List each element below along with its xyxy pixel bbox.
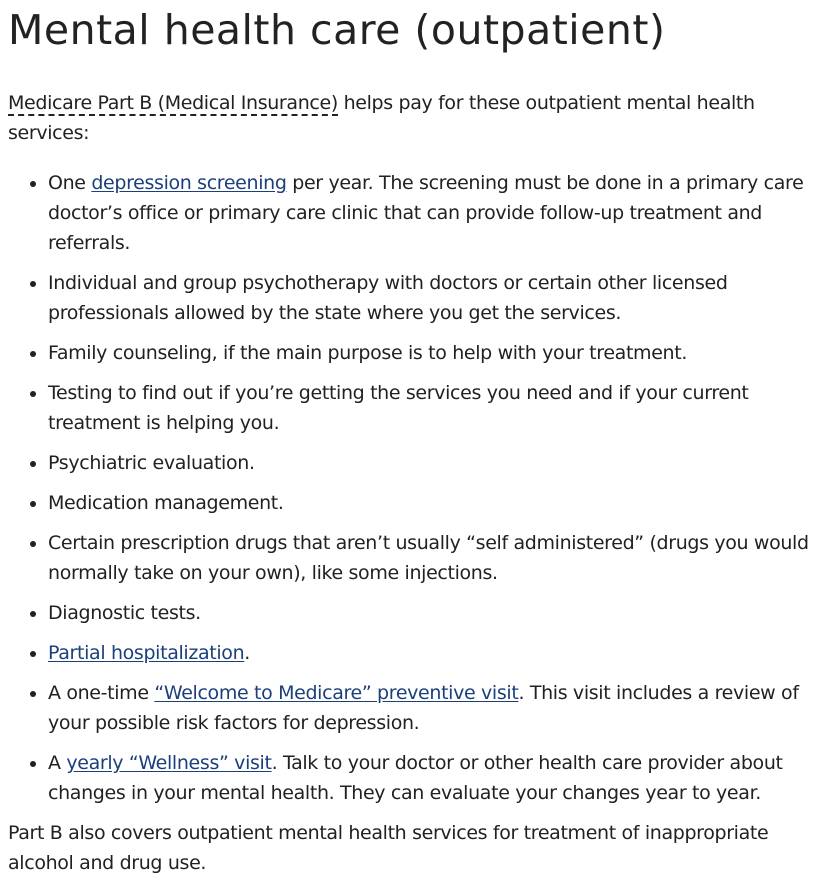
outro-paragraph: Part B also covers outpatient mental health services for treatment of inappropriate alcohol and drug use. xyxy=(8,822,769,874)
list-item-family-counseling xyxy=(48,338,810,368)
list-item-text: Family counseling, if the main purpose is to help with your treatment. xyxy=(48,342,688,364)
list-item-text: Psychiatric evaluation. xyxy=(48,452,255,474)
list-item-text: One xyxy=(48,172,92,194)
list-item-psychiatric-evaluation xyxy=(48,448,810,478)
list-item-medication-management xyxy=(48,488,810,518)
intro-text: helps pay for these outpatient mental health services: xyxy=(8,92,755,144)
depression-screening-link[interactable]: depression screening xyxy=(91,172,287,194)
list-item-text: Certain prescription drugs that aren’t usually “self administered” (drugs you would normally take on your own), like some injections. xyxy=(48,532,809,584)
intro-paragraph xyxy=(8,88,810,148)
welcome-to-medicare-visit-link[interactable]: “Welcome to Medicare” preventive visit xyxy=(154,682,519,704)
services-list xyxy=(8,168,810,808)
list-item-text: Testing to find out if you’re getting the services you need and if your current treatment is helping you. xyxy=(48,382,749,434)
list-item-text: Medication management. xyxy=(48,492,284,514)
list-item-text: . Talk to your doctor or other health care provider about changes in your mental health. They can evaluate your changes year to year. xyxy=(48,752,783,804)
list-item-text: . xyxy=(244,642,250,664)
list-item-text: A one-time xyxy=(48,682,155,704)
list-item-depression-screening xyxy=(48,168,810,258)
page-title: Mental health care (outpatient) xyxy=(8,6,666,54)
list-item-text: Diagnostic tests. xyxy=(48,602,201,624)
list-item-testing xyxy=(48,378,810,438)
medicare-part-b-glossary-link[interactable]: Medicare Part B (Medical Insurance) xyxy=(8,92,338,114)
list-item-prescription-drugs xyxy=(48,528,810,588)
list-item-text: . This visit includes a review of your possible risk factors for depression. xyxy=(48,682,799,734)
list-item-partial-hospitalization xyxy=(48,638,810,668)
list-item-diagnostic-tests xyxy=(48,598,810,628)
list-item-wellness-visit xyxy=(48,748,810,808)
partial-hospitalization-link[interactable]: Partial hospitalization xyxy=(48,642,245,664)
list-item-psychotherapy xyxy=(48,268,810,328)
list-item-text: Individual and group psychotherapy with doctors or certain other licensed professionals allowed by the state where you get the services. xyxy=(48,272,728,324)
list-item-welcome-visit xyxy=(48,678,810,738)
list-item-text: A xyxy=(48,752,67,774)
list-item-text: per year. The screening must be done in a primary care doctor’s office or primary care clinic that can provide follow-up treatment and referrals. xyxy=(48,172,804,254)
yearly-wellness-visit-link[interactable]: yearly “Wellness” visit xyxy=(66,752,272,774)
